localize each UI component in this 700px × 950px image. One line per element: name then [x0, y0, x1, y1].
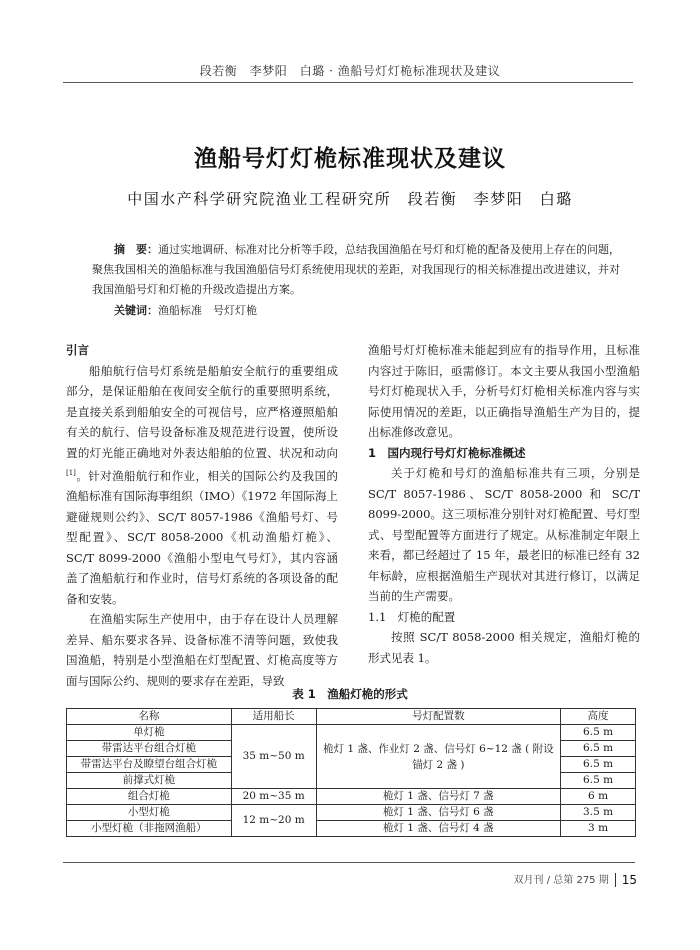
col-header-name: 名称 [67, 709, 232, 725]
cell-height: 6.5 m [561, 725, 636, 741]
section-heading-1: 1 国内现行号灯灯桅标准概述 [368, 445, 526, 460]
section-heading-intro: 引言 [66, 343, 89, 357]
abstract [92, 240, 622, 300]
col-header-height: 高度 [561, 709, 636, 725]
table-caption: 表 1 渔船灯桅的形式 [292, 687, 408, 701]
lamp-mast-table [66, 708, 636, 837]
cell-length: 20 m~35 m [231, 789, 316, 805]
header-rule [63, 82, 633, 83]
cell-name: 带雷达平台组合灯桅 [67, 741, 232, 757]
right-paragraph-2: 关于灯桅和号灯的渔船标准共有三项，分别是 SC/T 8057-1986、SC/T 8058-2000 和 SC/T 8099-2000。这三项标准分别针对灯桅配置、号灯型式、号型配置等方面进行了规定。从标准制定年限上来看，都已经超过了 15 年，最老旧的标准已经有 32 年标龄，应根据渔船生产现状对其进行修订，以满足当前的生产需要。 [368, 466, 640, 603]
cell-config: 桅灯 1 盏、信号灯 4 盏 [316, 821, 561, 837]
keywords [114, 302, 257, 318]
author-line: 中国水产科学研究院渔业工程研究所 段若衡 李梦阳 白璐 [127, 190, 573, 208]
page-footer [514, 871, 637, 887]
cell-config: 桅灯 1 盏、信号灯 7 盏 [316, 789, 561, 805]
abstract-text: 通过实地调研、标准对比分析等手段，总结我国渔船在号灯和灯桅的配备及使用上存在的问题，聚焦我国相关的渔船标准与我国渔船信号灯系统使用现状的差距，对我国现行的相关标准提出改进建议，并对我国渔船号灯和灯桅的升级改造提出方案。 [92, 243, 620, 296]
right-column [368, 340, 640, 668]
intro-paragraph-1 [66, 361, 338, 610]
table-row [67, 789, 636, 805]
cell-name: 小型灯桅 [67, 805, 232, 821]
running-header: 段若衡 李梦阳 白璐 · 渔船号灯灯桅标准现状及建议 [199, 64, 501, 78]
keywords-text: 渔船标准 号灯灯桅 [158, 304, 257, 317]
cell-height: 6 m [561, 789, 636, 805]
abstract-label: 摘 要： [114, 243, 158, 256]
cell-name: 带雷达平台及瞭望台组合灯桅 [67, 757, 232, 773]
cell-name: 前撑式灯桅 [67, 773, 232, 789]
footer-divider [615, 873, 616, 887]
keywords-label: 关键词： [114, 304, 158, 317]
table-row [67, 821, 636, 837]
cell-height: 6.5 m [561, 773, 636, 789]
article-title: 渔船号灯灯桅标准现状及建议 [194, 146, 506, 172]
cell-config-group1: 桅灯 1 盏、作业灯 2 盏、信号灯 6~12 盏 ( 附设锚灯 2 盏 ) [316, 725, 561, 789]
citation-ref: [1] [66, 469, 76, 477]
footer-rule [63, 862, 635, 863]
cell-config: 桅灯 1 盏、信号灯 6 盏 [316, 805, 561, 821]
cell-height: 3.5 m [561, 805, 636, 821]
right-paragraph-1: 渔船号灯灯桅标准未能起到应有的指导作用，且标准内容过于陈旧，亟需修订。本文主要从我国小型渔船号灯灯桅现状入手，分析号灯灯桅相关标准内容与实际使用情况的差距，以正确指导渔船生产为目的，提出标准修改意见。 [368, 343, 640, 439]
col-header-length: 适用船长 [231, 709, 316, 725]
cell-height: 3 m [561, 821, 636, 837]
table-row [67, 725, 636, 741]
intro-paragraph-1a: 船舶航行信号灯系统是船舶安全航行的重要组成部分，是保证船舶在夜间安全航行的重要照明系统，是直接关系到船舶安全的可视信号，应严格遵照船舶有关的航行、信号设备标准及规范进行设置，使所设置的灯光能正确地对外表达船舶的位置、状况和动向 [66, 363, 338, 460]
cell-name: 组合灯桅 [67, 789, 232, 805]
table-row [67, 805, 636, 821]
cell-height: 6.5 m [561, 757, 636, 773]
cell-name: 小型灯桅（非拖网渔船） [67, 821, 232, 837]
cell-name: 单灯桅 [67, 725, 232, 741]
col-header-config: 号灯配置数 [316, 709, 561, 725]
subsection-heading-1-1: 1.1 灯桅的配置 [368, 609, 456, 624]
intro-paragraph-1b: 。针对渔船航行和作业，相关的国际公约及我国的渔船标准有国际海事组织（IMO）《1972 年国际海上避碰规则公约》、SC/T 8057-1986《渔船号灯、号型配置》、SC/T 8058-2000《机动渔船灯桅》、SC/T 8099-2000《渔船小型电气号灯》，其内容涵盖了渔船航行和作业时，信号灯系统的各项设备的配备和安装。 [66, 468, 338, 606]
intro-paragraph-2: 在渔船实际生产使用中，由于存在设计人员理解差异、船东要求各异、设备标准不清等问题，致使我国渔船，特别是小型渔船在灯型配置、灯桅高度等方面与国际公约、规则的要求存在差距，导致 [66, 612, 338, 688]
left-column [66, 340, 338, 691]
cell-length-group3: 12 m~20 m [231, 805, 316, 837]
right-paragraph-3: 按照 SC/T 8058-2000 相关规定，渔船灯桅的形式见表 1。 [368, 630, 640, 665]
cell-length-group1: 35 m~50 m [231, 725, 316, 789]
cell-height: 6.5 m [561, 741, 636, 757]
issue-info: 双月刊 / 总第 275 期 [513, 875, 609, 886]
page-number: 15 [621, 873, 637, 887]
table-header-row [67, 709, 636, 725]
